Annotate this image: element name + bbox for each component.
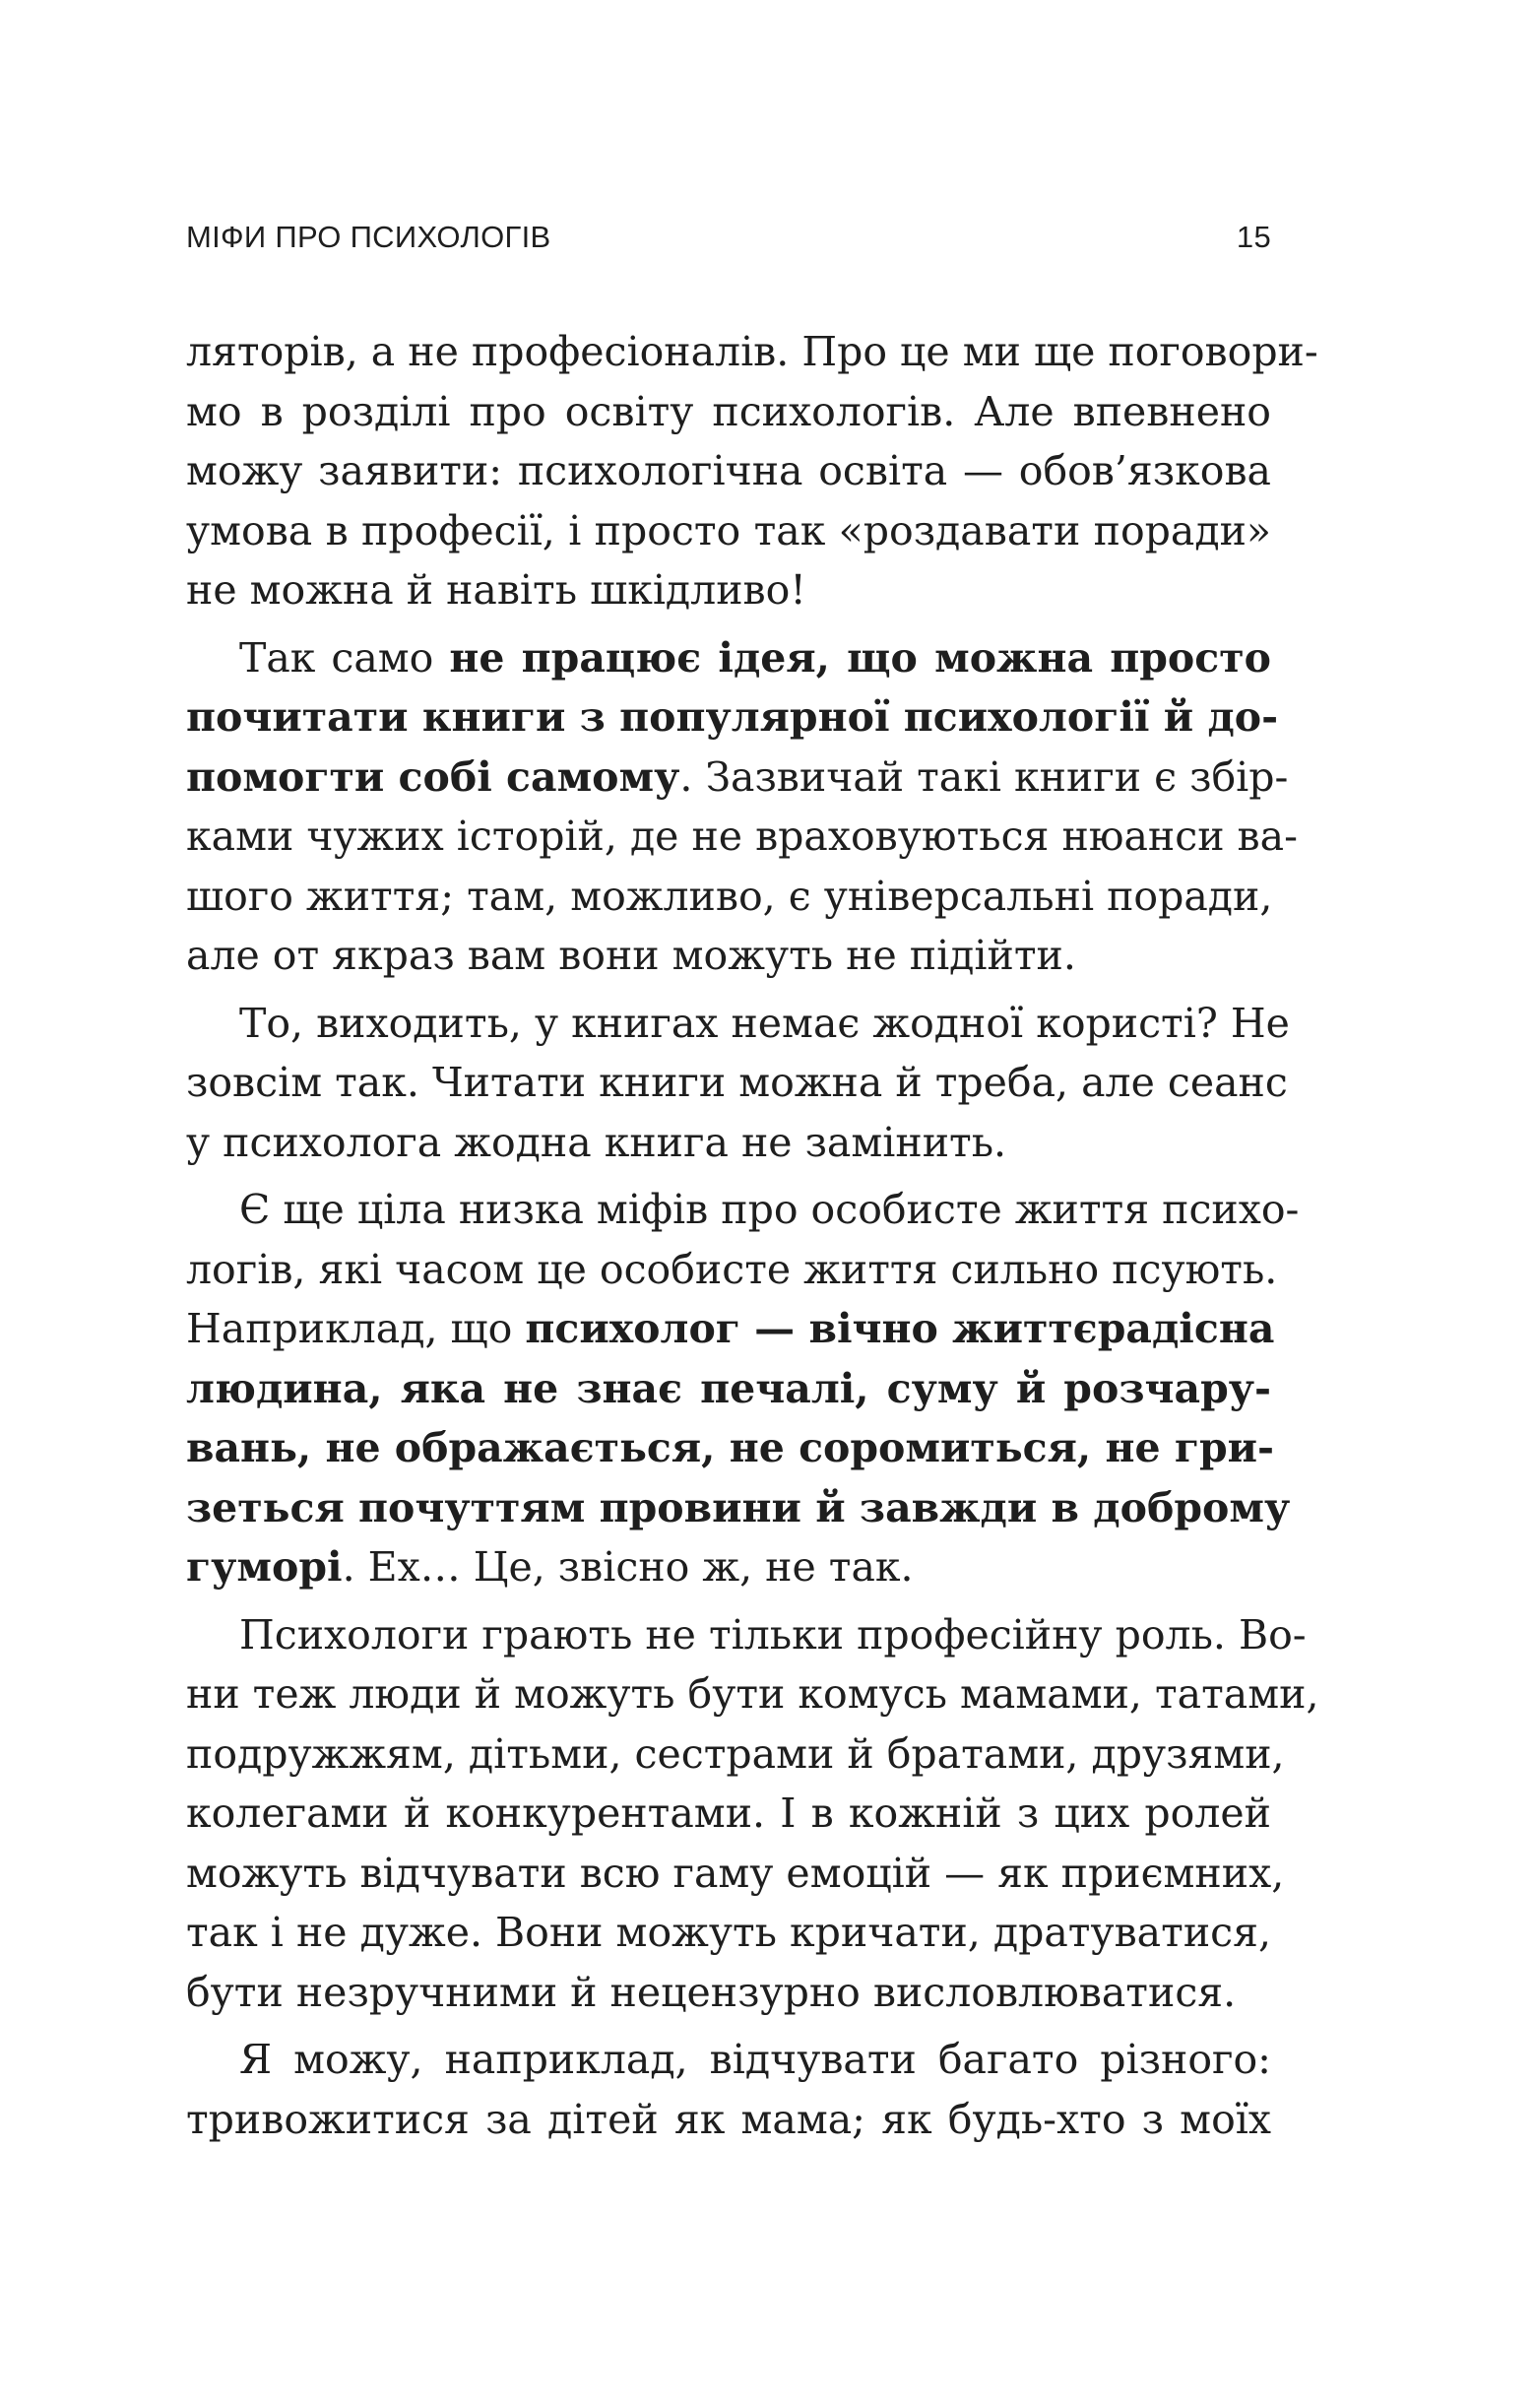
text-line (186, 1844, 1285, 1904)
bold-text: вань, не ображається, не соромиться, не гри- (186, 1424, 1275, 1471)
paragraph (186, 2030, 1271, 2149)
text-run: колегами й конкурентами. І в кожній з цих ролей (186, 1790, 1271, 1837)
paragraph (186, 322, 1318, 620)
paragraph (186, 994, 1290, 1173)
text-run: ни теж люди й можуть бути комусь мамами, татами, (186, 1670, 1319, 1718)
text-line (186, 1537, 1271, 1597)
text-run: логів, які часом це особисте життя сильно псують. (186, 1245, 1278, 1293)
body-text (186, 322, 1319, 2157)
running-title: МІФИ ПРО ПСИХОЛОГІВ (186, 220, 551, 254)
bold-text: зеться почуттям провини й завжди в доброму (186, 1483, 1291, 1531)
text-line (186, 1418, 1275, 1478)
text-run: тривожитися за дітей як мама; як будь-хто з моїх (186, 2095, 1271, 2143)
text-run: не можна й навіть шкідливо! (186, 566, 806, 614)
text-line (186, 1664, 1319, 1725)
text-run: Я можу, наприклад, відчувати багато різного: (239, 2036, 1271, 2083)
text-run: шого життя; там, можливо, є універсальні поради, (186, 872, 1273, 920)
text-run: . Ех… Це, звісно ж, не так. (342, 1543, 914, 1591)
text-line (186, 748, 1289, 808)
text-line (186, 1299, 1275, 1359)
page-number: 15 (1236, 220, 1271, 254)
text-line (186, 994, 1290, 1054)
text-run: у психолога жодна книга не замінить. (186, 1118, 1007, 1166)
text-line (186, 322, 1318, 382)
text-line (186, 1725, 1285, 1785)
paragraph (186, 1605, 1319, 2023)
text-run: можу заявити: психологічна освіта — обов’язкова (186, 447, 1271, 494)
text-line (186, 1359, 1271, 1419)
text-run: Є ще ціла низка міфів про особисте життя психо- (239, 1186, 1300, 1233)
text-run: . Зазвичай такі книги є збір- (679, 752, 1289, 801)
text-run: зовсім так. Читати книги можна й треба, але сеанс (186, 1059, 1288, 1106)
text-run: ками чужих історій, де не враховуються нюанси ва- (186, 813, 1298, 860)
text-line (186, 560, 1271, 620)
text-line (186, 1903, 1271, 1963)
text-line (186, 2090, 1271, 2150)
text-line (186, 1113, 1271, 1173)
text-line (186, 501, 1271, 561)
text-run: так і не дуже. Вони можуть кричати, дратуватися, (186, 1909, 1271, 1956)
text-line (186, 441, 1271, 501)
text-line (186, 1240, 1278, 1300)
bold-text: помогти собі самому (186, 752, 680, 801)
text-line (186, 807, 1298, 867)
text-run: подружжям, дітьми, сестрами й братами, друзями, (186, 1729, 1285, 1778)
bold-text: психолог — вічно життєрадісна (525, 1305, 1275, 1352)
text-line (186, 1478, 1291, 1538)
text-run: ляторів, а не професіоналів. Про це ми ще поговори- (186, 328, 1318, 375)
running-header (186, 213, 1271, 262)
text-line (186, 867, 1271, 927)
text-run: Так само (239, 633, 450, 682)
bold-text: людина, яка не знає печалі, суму й розчару- (186, 1364, 1271, 1412)
paragraph (186, 628, 1298, 986)
text-run: бути незручними й нецензурно висловлюватися. (186, 1968, 1237, 2016)
text-line (186, 382, 1271, 442)
text-run: але от якраз вам вони можуть не підійти. (186, 932, 1076, 979)
text-line (186, 687, 1279, 748)
text-line (186, 1180, 1300, 1240)
text-run: умова в професії, і просто так «роздавати поради» (186, 506, 1271, 554)
text-run: мо в розділі про освіту психологів. Але впевнено (186, 387, 1271, 435)
paragraph (186, 1180, 1300, 1597)
text-run: Наприклад, що (186, 1305, 526, 1352)
text-line (186, 628, 1271, 688)
text-run: можуть відчувати всю гаму емоцій — як приємних, (186, 1849, 1285, 1897)
bold-text: почитати книги з популярної психології й до- (186, 693, 1279, 741)
text-line (186, 1784, 1271, 1844)
text-run: То, виходить, у книгах немає жодної користі? Не (239, 999, 1290, 1047)
bold-text: гуморі (186, 1543, 343, 1591)
text-run: Психологи грають не тільки професійну роль. Во- (239, 1610, 1307, 1659)
text-line (186, 1963, 1271, 2023)
bold-text: не працює ідея, що можна просто (449, 633, 1271, 682)
text-line (186, 2030, 1271, 2090)
text-line (186, 1053, 1288, 1113)
text-line (186, 1605, 1307, 1665)
text-line (186, 926, 1271, 986)
